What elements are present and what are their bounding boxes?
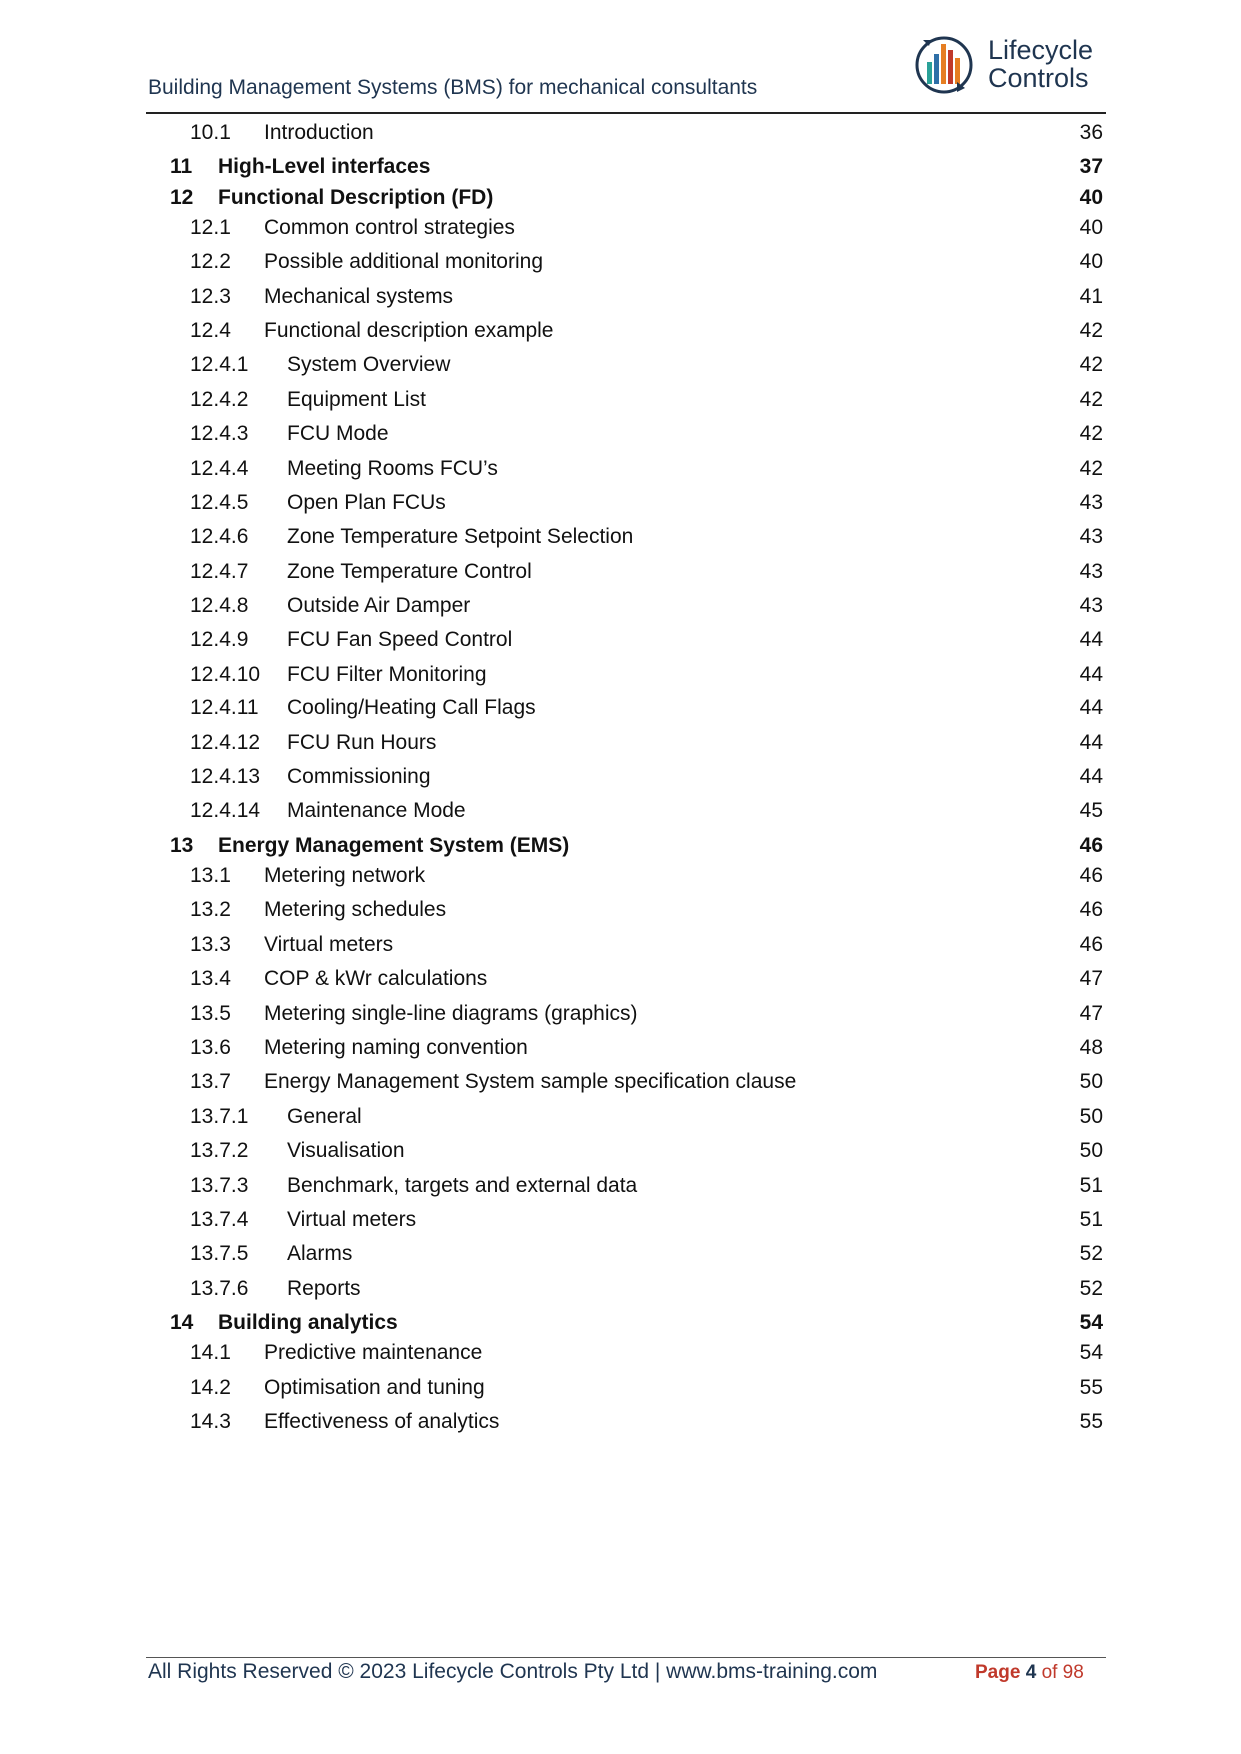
toc-entry-page: 36 xyxy=(1079,121,1103,144)
toc-entry-page: 46 xyxy=(1079,933,1103,956)
toc-entry[interactable] xyxy=(0,895,1241,925)
toc-entry[interactable] xyxy=(0,930,1241,960)
toc-entry-page: 44 xyxy=(1079,765,1103,788)
toc-entry[interactable] xyxy=(0,213,1241,243)
toc-entry-title: Zone Temperature Control xyxy=(287,560,532,583)
toc-entry-page: 48 xyxy=(1079,1036,1103,1059)
toc-entry-title: Virtual meters xyxy=(287,1208,417,1231)
toc-entry[interactable] xyxy=(0,152,1241,182)
toc-entry-page: 52 xyxy=(1079,1277,1103,1300)
toc-entry[interactable] xyxy=(0,591,1241,621)
toc-entry-number: 13.3 xyxy=(190,933,231,956)
toc-entry-title: Possible additional monitoring xyxy=(264,250,543,273)
toc-entry[interactable] xyxy=(0,1239,1241,1269)
toc-entry[interactable] xyxy=(0,1102,1241,1132)
toc-entry-number: 12.1 xyxy=(190,216,231,239)
toc-entry-page: 43 xyxy=(1079,560,1103,583)
toc-entry-number: 13.7 xyxy=(190,1070,231,1093)
toc-entry-page: 51 xyxy=(1079,1174,1103,1197)
toc-entry[interactable] xyxy=(0,1373,1241,1403)
toc-entry-page: 37 xyxy=(1079,155,1103,178)
toc-entry-page: 50 xyxy=(1079,1070,1103,1093)
toc-entry[interactable] xyxy=(0,557,1241,587)
toc-entry-title: Cooling/Heating Call Flags xyxy=(287,696,536,719)
toc-entry-page: 52 xyxy=(1079,1242,1103,1265)
toc-entry-title: Metering network xyxy=(264,864,426,887)
toc-entry-title: Metering single-line diagrams (graphics) xyxy=(264,1002,638,1025)
toc-entry[interactable] xyxy=(0,660,1241,690)
toc-entry-page: 40 xyxy=(1079,250,1103,273)
toc-entry[interactable] xyxy=(0,118,1241,148)
toc-entry-title: Functional description example xyxy=(264,319,554,342)
toc-entry-number: 13.1 xyxy=(190,864,231,887)
company-logo xyxy=(913,32,1103,98)
toc-entry-number: 13.7.2 xyxy=(190,1139,249,1162)
toc-entry-number: 13.7.5 xyxy=(190,1242,249,1265)
toc-entry-title: Meeting Rooms FCU’s xyxy=(287,457,498,480)
toc-entry-number: 13.4 xyxy=(190,967,231,990)
toc-entry-title: General xyxy=(287,1105,362,1128)
toc-entry-page: 54 xyxy=(1079,1311,1103,1334)
toc-entry-title: Alarms xyxy=(287,1242,353,1265)
toc-entry-number: 12.4.7 xyxy=(190,560,249,583)
toc-entry-number: 12 xyxy=(170,186,194,209)
toc-entry[interactable] xyxy=(0,728,1241,758)
footer-divider xyxy=(146,1657,1106,1658)
toc-entry-title: Mechanical systems xyxy=(264,285,454,308)
toc-entry-number: 12.4.9 xyxy=(190,628,249,651)
toc-entry-page: 47 xyxy=(1079,1002,1103,1025)
toc-entry[interactable] xyxy=(0,454,1241,484)
toc-entry-page: 41 xyxy=(1079,285,1103,308)
toc-entry-number: 12.4.6 xyxy=(190,525,249,548)
toc-entry-title: Introduction xyxy=(264,121,374,144)
toc-entry[interactable] xyxy=(0,796,1241,826)
toc-entry[interactable] xyxy=(0,247,1241,277)
toc-entry[interactable] xyxy=(0,419,1241,449)
toc-entry-page: 50 xyxy=(1079,1105,1103,1128)
toc-entry[interactable] xyxy=(0,1338,1241,1368)
toc-entry-title: Visualisation xyxy=(287,1139,405,1162)
logo-line-2: Controls xyxy=(988,63,1089,93)
toc-entry-number: 13.7.3 xyxy=(190,1174,249,1197)
toc-entry-title: Benchmark, targets and external data xyxy=(287,1174,638,1197)
toc-entry[interactable] xyxy=(0,1136,1241,1166)
toc-entry-title: FCU Mode xyxy=(287,422,389,445)
toc-entry[interactable] xyxy=(0,625,1241,655)
toc-entry[interactable] xyxy=(0,1033,1241,1063)
toc-entry[interactable] xyxy=(0,183,1241,213)
toc-entry-title: COP & kWr calculations xyxy=(264,967,488,990)
toc-entry-page: 42 xyxy=(1079,422,1103,445)
toc-entry-title: Virtual meters xyxy=(264,933,394,956)
toc-entry-page: 50 xyxy=(1079,1139,1103,1162)
toc-entry[interactable] xyxy=(0,522,1241,552)
toc-entry-title: Building analytics xyxy=(218,1311,398,1334)
toc-entry-page: 46 xyxy=(1079,898,1103,921)
toc-entry[interactable] xyxy=(0,1205,1241,1235)
toc-entry-page: 47 xyxy=(1079,967,1103,990)
toc-entry-number: 12.4.3 xyxy=(190,422,249,445)
toc-entry-page: 46 xyxy=(1079,834,1103,857)
toc-entry[interactable] xyxy=(0,831,1241,861)
logo-wordmark xyxy=(988,36,1093,92)
toc-entry-title: Zone Temperature Setpoint Selection xyxy=(287,525,634,548)
toc-entry-title: Predictive maintenance xyxy=(264,1341,483,1364)
toc-entry-page: 42 xyxy=(1079,353,1103,376)
document-header-title: Building Management Systems (BMS) for mechanical consultants xyxy=(148,76,758,99)
header-divider xyxy=(146,112,1106,114)
toc-entry-title: Metering naming convention xyxy=(264,1036,528,1059)
toc-entry[interactable] xyxy=(0,282,1241,312)
toc-entry[interactable] xyxy=(0,1274,1241,1304)
toc-entry-title: Open Plan FCUs xyxy=(287,491,446,514)
toc-entry-number: 12.4 xyxy=(190,319,231,342)
toc-entry-number: 14.1 xyxy=(190,1341,231,1364)
toc-entry-title: Common control strategies xyxy=(264,216,515,239)
toc-entry-number: 12.4.12 xyxy=(190,731,261,754)
toc-entry-title: Reports xyxy=(287,1277,361,1300)
toc-entry-page: 44 xyxy=(1079,628,1103,651)
toc-entry-title: High-Level interfaces xyxy=(218,155,431,178)
toc-entry-number: 12.4.2 xyxy=(190,388,249,411)
toc-entry-number: 13.2 xyxy=(190,898,231,921)
toc-entry-number: 12.2 xyxy=(190,250,231,273)
toc-entry-page: 42 xyxy=(1079,457,1103,480)
toc-entry[interactable] xyxy=(0,693,1241,723)
toc-entry-number: 13.7.4 xyxy=(190,1208,249,1231)
toc-entry[interactable] xyxy=(0,762,1241,792)
toc-entry-number: 12.4.10 xyxy=(190,663,261,686)
footer-page-number xyxy=(975,1662,1084,1684)
toc-entry-number: 12.3 xyxy=(190,285,231,308)
toc-entry-number: 12.4.11 xyxy=(190,696,259,719)
toc-entry-number: 13.6 xyxy=(190,1036,231,1059)
toc-entry-page: 55 xyxy=(1079,1410,1103,1433)
toc-entry-number: 12.4.13 xyxy=(190,765,261,788)
footer-copyright: All Rights Reserved © 2023 Lifecycle Controls Pty Ltd | www.bms-training.com xyxy=(148,1660,878,1683)
toc-entry-title: FCU Filter Monitoring xyxy=(287,663,487,686)
toc-entry-page: 46 xyxy=(1079,864,1103,887)
toc-entry[interactable] xyxy=(0,964,1241,994)
toc-entry-number: 13 xyxy=(170,834,194,857)
toc-entry[interactable] xyxy=(0,316,1241,346)
toc-entry-page: 43 xyxy=(1079,525,1103,548)
toc-entry-title: Maintenance Mode xyxy=(287,799,466,822)
toc-entry-page: 44 xyxy=(1079,731,1103,754)
toc-entry-title: Outside Air Damper xyxy=(287,594,471,617)
toc-entry-page: 54 xyxy=(1079,1341,1103,1364)
toc-entry-number: 12.4.1 xyxy=(190,353,249,376)
toc-entry-page: 42 xyxy=(1079,388,1103,411)
page-total: of 98 xyxy=(1041,1662,1084,1683)
toc-entry-page: 44 xyxy=(1079,663,1103,686)
toc-entry[interactable] xyxy=(0,350,1241,380)
toc-entry-title: Energy Management System (EMS) xyxy=(218,834,570,857)
toc-entry-page: 43 xyxy=(1079,594,1103,617)
page-current: 4 xyxy=(1025,1662,1037,1683)
toc-entry-number: 14.2 xyxy=(190,1376,231,1399)
toc-entry[interactable] xyxy=(0,385,1241,415)
page-word: Page xyxy=(975,1662,1021,1683)
toc-entry-number: 12.4.5 xyxy=(190,491,249,514)
logo-line-1: Lifecycle xyxy=(988,35,1094,65)
toc-entry[interactable] xyxy=(0,1171,1241,1201)
toc-entry-number: 10.1 xyxy=(190,121,231,144)
toc-entry-page: 43 xyxy=(1079,491,1103,514)
toc-entry-number: 14.3 xyxy=(190,1410,231,1433)
toc-entry-title: FCU Fan Speed Control xyxy=(287,628,513,651)
toc-entry-page: 51 xyxy=(1079,1208,1103,1231)
toc-entry-page: 44 xyxy=(1079,696,1103,719)
toc-entry-page: 55 xyxy=(1079,1376,1103,1399)
toc-entry-number: 12.4.8 xyxy=(190,594,249,617)
toc-entry-number: 12.4.14 xyxy=(190,799,261,822)
toc-entry-number: 11 xyxy=(170,155,193,178)
lifecycle-controls-logo-icon xyxy=(913,32,975,98)
toc-entry-title: FCU Run Hours xyxy=(287,731,437,754)
toc-entry-title: Commissioning xyxy=(287,765,431,788)
toc-entry-number: 12.4.4 xyxy=(190,457,249,480)
toc-entry[interactable] xyxy=(0,999,1241,1029)
toc-entry-title: Equipment List xyxy=(287,388,426,411)
toc-entry-title: System Overview xyxy=(287,353,451,376)
toc-entry-title: Metering schedules xyxy=(264,898,447,921)
toc-entry-title: Energy Management System sample specification clause xyxy=(264,1070,797,1093)
toc-entry[interactable] xyxy=(0,1067,1241,1097)
toc-entry-title: Functional Description (FD) xyxy=(218,186,494,209)
toc-entry-page: 45 xyxy=(1079,799,1103,822)
toc-entry-number: 14 xyxy=(170,1311,194,1334)
toc-entry-title: Effectiveness of analytics xyxy=(264,1410,500,1433)
toc-entry-page: 42 xyxy=(1079,319,1103,342)
toc-entry[interactable] xyxy=(0,1308,1241,1338)
toc-entry-title: Optimisation and tuning xyxy=(264,1376,485,1399)
toc-entry-number: 13.7.1 xyxy=(190,1105,249,1128)
toc-entry[interactable] xyxy=(0,488,1241,518)
toc-entry-page: 40 xyxy=(1079,216,1103,239)
toc-entry-number: 13.5 xyxy=(190,1002,231,1025)
toc-entry-number: 13.7.6 xyxy=(190,1277,249,1300)
toc-entry[interactable] xyxy=(0,1407,1241,1437)
toc-entry[interactable] xyxy=(0,861,1241,891)
toc-entry-page: 40 xyxy=(1079,186,1103,209)
